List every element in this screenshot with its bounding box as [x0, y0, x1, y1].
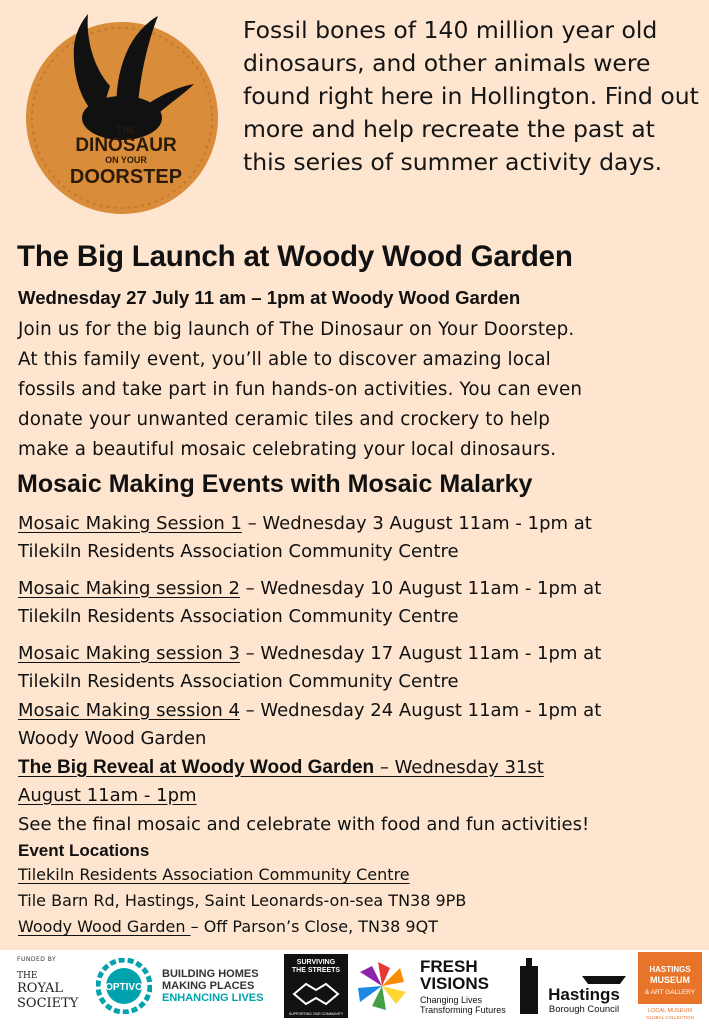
location-address-1: Tile Barn Rd, Hastings, Saint Leonards-on-sea TN38 9PB	[18, 891, 467, 910]
session-3-name: Mosaic Making session 3	[18, 643, 240, 664]
session-1-when: – Wednesday 3 August 11am - 1pm at	[241, 513, 592, 534]
sponsor-strip	[0, 950, 709, 1024]
launch-line: Join us for the big launch of The Dinosaur on Your Doorstep.	[18, 319, 575, 340]
logo-text-dinosaur: DINOSAUR	[75, 135, 177, 156]
castle-icon	[520, 958, 538, 1014]
session-4-line1	[18, 697, 708, 725]
hastings-museum-logo	[638, 952, 702, 1022]
mosaic-title: Mosaic Making Events with Mosaic Malarky	[17, 470, 533, 498]
locations-title: Event Locations	[18, 841, 150, 860]
reveal-when: – Wednesday 31st	[374, 757, 544, 778]
session-2-where: Tilekiln Residents Association Community Centre	[18, 606, 459, 627]
reveal-line2	[18, 782, 708, 810]
svg-text:GLOBAL COLLECTION: GLOBAL COLLECTION	[646, 1015, 694, 1020]
session-2-line1	[18, 575, 708, 603]
svg-text:MUSEUM: MUSEUM	[650, 975, 690, 985]
session-1-name: Mosaic Making Session 1	[18, 513, 242, 534]
launch-description	[18, 315, 708, 465]
intro-text: Fossil bones of 140 million year old dinosaurs, and other animals were found right here in Hollington. Find out more and help recreate the past at this series of summer activity days.	[243, 16, 699, 176]
launch-line: fossils and take part in fun hands-on activities. You can even	[18, 379, 583, 400]
svg-text:SURVIVING: SURVIVING	[296, 959, 336, 966]
session-4-where: Woody Wood Garden	[18, 728, 207, 749]
location-venue-2: Woody Wood Garden	[18, 917, 191, 936]
session-2-name: Mosaic Making session 2	[18, 578, 240, 599]
svg-text:Hastings: Hastings	[548, 985, 620, 1004]
logo-text-on-your: ON YOUR	[105, 155, 147, 165]
logo-text-doorstep: DOORSTEP	[69, 166, 183, 188]
svg-text:LOCAL MUSEUM: LOCAL MUSEUM	[648, 1008, 692, 1014]
session-4-when: – Wednesday 24 August 11am - 1pm at	[239, 700, 602, 721]
launch-date: Wednesday 27 July 11 am – 1pm at Woody Wood Garden	[18, 287, 521, 308]
dinosaur-on-your-doorstep-logo	[22, 6, 230, 216]
location-2-line	[18, 916, 438, 938]
reveal-description: See the final mosaic and celebrate with food and fun activities!	[18, 814, 590, 835]
session-4-name: Mosaic Making session 4	[18, 700, 240, 721]
launch-line: make a beautiful mosaic celebrating your local dinosaurs.	[18, 439, 557, 460]
royal-society-logo: FUNDED BY THE ROYAL SOCIETY	[17, 956, 79, 1011]
logo-text-the: THE	[117, 125, 135, 135]
reveal-name: The Big Reveal at Woody Wood Garden	[18, 757, 375, 778]
session-2-when: – Wednesday 10 August 11am - 1pm at	[239, 578, 602, 599]
fresh-visions-logo: FRESH VISIONS Changing Lives Transforming Futures	[420, 957, 506, 1015]
session-3-when: – Wednesday 17 August 11am - 1pm at	[239, 643, 602, 664]
session-3-where: Tilekiln Residents Association Community Centre	[18, 671, 459, 692]
boat-icon	[582, 976, 626, 984]
optivo-logo-icon	[96, 958, 152, 1014]
svg-text:& ART GALLERY: & ART GALLERY	[644, 989, 696, 996]
launch-line: donate your unwanted ceramic tiles and crockery to help	[18, 409, 551, 430]
session-1-line1	[18, 510, 708, 538]
session-3-line1	[18, 640, 708, 668]
surviving-the-streets-logo	[284, 954, 348, 1018]
session-1-where: Tilekiln Residents Association Community Centre	[18, 541, 459, 562]
reveal-date: August 11am - 1pm	[18, 785, 197, 806]
svg-text:Borough Council: Borough Council	[548, 1004, 620, 1015]
optivo-tagline: BUILDING HOMES MAKING PLACES ENHANCING LIVES	[162, 968, 264, 1004]
launch-title: The Big Launch at Woody Wood Garden	[17, 240, 573, 273]
svg-text:THE STREETS: THE STREETS	[291, 967, 341, 974]
reveal-line1	[18, 754, 708, 782]
funded-by-label: FUNDED BY	[17, 956, 57, 963]
svg-text:SUPPORTING OUR COMMUNITY: SUPPORTING OUR COMMUNITY	[288, 1012, 344, 1016]
location-venue-1: Tilekiln Residents Association Community Centre	[18, 865, 410, 884]
svg-text:OPTIVO: OPTIVO	[105, 982, 143, 993]
hastings-borough-council-logo	[516, 954, 630, 1018]
svg-text:HASTINGS: HASTINGS	[649, 965, 691, 974]
location-address-2: – Off Parson’s Close, TN38 9QT	[190, 917, 438, 936]
colour-star-logo-icon	[356, 960, 408, 1012]
launch-line: At this family event, you’ll able to discover amazing local	[18, 349, 551, 370]
